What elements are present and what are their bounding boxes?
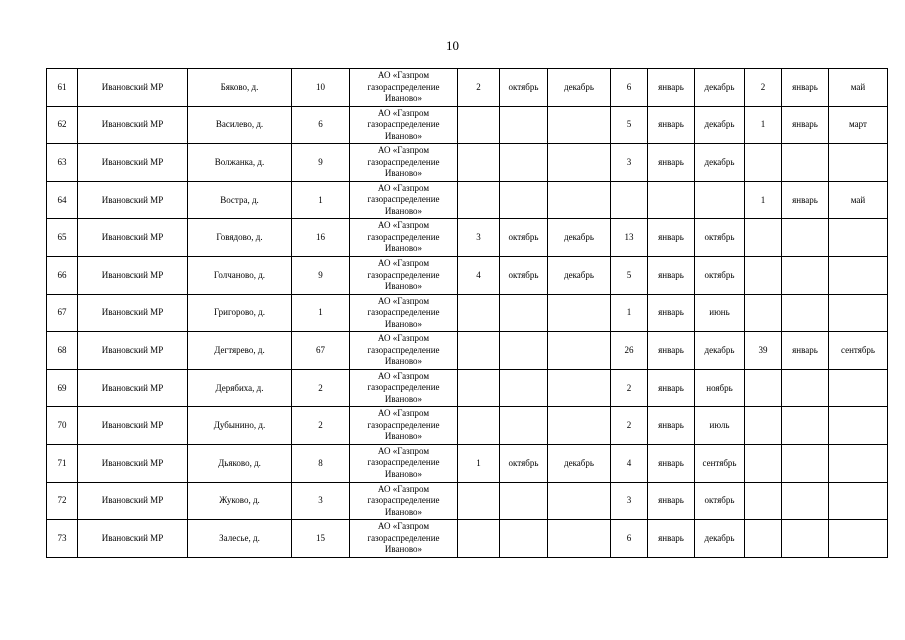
- stage2-end-cell: июль: [695, 407, 745, 445]
- stage2-end-cell: июнь: [695, 294, 745, 332]
- stage3-start-cell: январь: [782, 69, 829, 107]
- stage1-count-cell: [458, 294, 500, 332]
- district-cell: Ивановский МР: [78, 482, 188, 520]
- stage1-count-cell: [458, 482, 500, 520]
- stage3-count-cell: 1: [745, 106, 782, 144]
- stage3-end-cell: [829, 144, 888, 182]
- district-cell: Ивановский МР: [78, 219, 188, 257]
- stage1-count-cell: [458, 106, 500, 144]
- stage1-count-cell: [458, 181, 500, 219]
- stage3-start-cell: [782, 407, 829, 445]
- stage2-count-cell: 2: [611, 369, 648, 407]
- stage3-start-cell: январь: [782, 106, 829, 144]
- stage1-end-cell: декабрь: [548, 219, 611, 257]
- total-count-cell: 15: [292, 520, 350, 558]
- settlement-cell: Григорово, д.: [188, 294, 292, 332]
- table-row: [47, 482, 888, 520]
- stage3-count-cell: [745, 444, 782, 482]
- district-cell: Ивановский МР: [78, 69, 188, 107]
- row-number-cell: 69: [47, 369, 78, 407]
- stage3-start-cell: [782, 144, 829, 182]
- stage2-count-cell: [611, 181, 648, 219]
- organization-cell: АО «Газпром газораспределение Иваново»: [350, 106, 458, 144]
- row-number-cell: 73: [47, 520, 78, 558]
- settlement-cell: Востра, д.: [188, 181, 292, 219]
- stage1-end-cell: [548, 369, 611, 407]
- stage1-count-cell: [458, 369, 500, 407]
- stage2-count-cell: 6: [611, 520, 648, 558]
- stage1-start-cell: [500, 106, 548, 144]
- stage2-end-cell: декабрь: [695, 520, 745, 558]
- district-cell: Ивановский МР: [78, 144, 188, 182]
- table-row: [47, 444, 888, 482]
- stage1-start-cell: [500, 181, 548, 219]
- stage2-start-cell: январь: [648, 219, 695, 257]
- stage1-count-cell: [458, 407, 500, 445]
- district-cell: Ивановский МР: [78, 294, 188, 332]
- stage2-end-cell: [695, 181, 745, 219]
- stage3-start-cell: [782, 219, 829, 257]
- total-count-cell: 9: [292, 256, 350, 294]
- stage3-end-cell: [829, 482, 888, 520]
- stage3-start-cell: [782, 520, 829, 558]
- stage2-start-cell: январь: [648, 444, 695, 482]
- organization-cell: АО «Газпром газораспределение Иваново»: [350, 69, 458, 107]
- stage3-start-cell: [782, 294, 829, 332]
- district-cell: Ивановский МР: [78, 444, 188, 482]
- stage1-start-cell: октябрь: [500, 256, 548, 294]
- row-number-cell: 61: [47, 69, 78, 107]
- total-count-cell: 16: [292, 219, 350, 257]
- district-cell: Ивановский МР: [78, 407, 188, 445]
- stage2-start-cell: январь: [648, 144, 695, 182]
- stage2-end-cell: декабрь: [695, 332, 745, 370]
- settlement-cell: Дерябиха, д.: [188, 369, 292, 407]
- stage2-start-cell: январь: [648, 369, 695, 407]
- total-count-cell: 67: [292, 332, 350, 370]
- organization-cell: АО «Газпром газораспределение Иваново»: [350, 369, 458, 407]
- table-row: [47, 332, 888, 370]
- total-count-cell: 2: [292, 407, 350, 445]
- stage1-start-cell: октябрь: [500, 444, 548, 482]
- row-number-cell: 68: [47, 332, 78, 370]
- stage2-end-cell: ноябрь: [695, 369, 745, 407]
- stage3-start-cell: январь: [782, 332, 829, 370]
- district-cell: Ивановский МР: [78, 256, 188, 294]
- stage1-start-cell: [500, 520, 548, 558]
- stage3-count-cell: [745, 369, 782, 407]
- table-row: [47, 256, 888, 294]
- organization-cell: АО «Газпром газораспределение Иваново»: [350, 482, 458, 520]
- stage2-end-cell: октябрь: [695, 219, 745, 257]
- stage2-count-cell: 3: [611, 144, 648, 182]
- table-row: [47, 69, 888, 107]
- stage1-start-cell: [500, 332, 548, 370]
- gasification-table: [46, 68, 888, 558]
- table-row: [47, 181, 888, 219]
- table-row: [47, 144, 888, 182]
- stage2-start-cell: январь: [648, 482, 695, 520]
- stage3-end-cell: [829, 256, 888, 294]
- stage2-count-cell: 26: [611, 332, 648, 370]
- stage3-end-cell: май: [829, 69, 888, 107]
- settlement-cell: Волжанка, д.: [188, 144, 292, 182]
- organization-cell: АО «Газпром газораспределение Иваново»: [350, 181, 458, 219]
- stage1-end-cell: декабрь: [548, 256, 611, 294]
- stage3-end-cell: [829, 219, 888, 257]
- stage3-start-cell: январь: [782, 181, 829, 219]
- stage2-start-cell: [648, 181, 695, 219]
- stage1-start-cell: [500, 144, 548, 182]
- table-row: [47, 106, 888, 144]
- organization-cell: АО «Газпром газораспределение Иваново»: [350, 520, 458, 558]
- table-row: [47, 520, 888, 558]
- stage1-start-cell: октябрь: [500, 219, 548, 257]
- stage2-end-cell: сентябрь: [695, 444, 745, 482]
- total-count-cell: 10: [292, 69, 350, 107]
- stage3-end-cell: май: [829, 181, 888, 219]
- stage3-end-cell: сентябрь: [829, 332, 888, 370]
- stage3-count-cell: 1: [745, 181, 782, 219]
- organization-cell: АО «Газпром газораспределение Иваново»: [350, 219, 458, 257]
- stage2-start-cell: январь: [648, 69, 695, 107]
- stage1-end-cell: [548, 294, 611, 332]
- row-number-cell: 71: [47, 444, 78, 482]
- settlement-cell: Василево, д.: [188, 106, 292, 144]
- stage3-count-cell: [745, 294, 782, 332]
- stage1-count-cell: 1: [458, 444, 500, 482]
- stage3-count-cell: [745, 144, 782, 182]
- total-count-cell: 1: [292, 181, 350, 219]
- settlement-cell: Бяково, д.: [188, 69, 292, 107]
- stage2-end-cell: декабрь: [695, 69, 745, 107]
- settlement-cell: Дьяково, д.: [188, 444, 292, 482]
- stage1-count-cell: 2: [458, 69, 500, 107]
- stage3-end-cell: март: [829, 106, 888, 144]
- stage3-start-cell: [782, 369, 829, 407]
- stage1-count-cell: 3: [458, 219, 500, 257]
- total-count-cell: 8: [292, 444, 350, 482]
- stage3-count-cell: 2: [745, 69, 782, 107]
- stage1-end-cell: [548, 482, 611, 520]
- stage1-start-cell: [500, 294, 548, 332]
- district-cell: Ивановский МР: [78, 106, 188, 144]
- stage1-end-cell: [548, 106, 611, 144]
- stage1-end-cell: декабрь: [548, 69, 611, 107]
- settlement-cell: Голчаново, д.: [188, 256, 292, 294]
- stage3-count-cell: [745, 219, 782, 257]
- stage2-end-cell: октябрь: [695, 256, 745, 294]
- table-row: [47, 369, 888, 407]
- stage2-count-cell: 3: [611, 482, 648, 520]
- row-number-cell: 70: [47, 407, 78, 445]
- stage1-end-cell: [548, 144, 611, 182]
- stage3-end-cell: [829, 520, 888, 558]
- stage1-count-cell: [458, 144, 500, 182]
- district-cell: Ивановский МР: [78, 369, 188, 407]
- stage1-start-cell: [500, 407, 548, 445]
- stage2-end-cell: октябрь: [695, 482, 745, 520]
- stage2-start-cell: январь: [648, 332, 695, 370]
- stage3-start-cell: [782, 256, 829, 294]
- stage1-count-cell: [458, 520, 500, 558]
- district-cell: Ивановский МР: [78, 332, 188, 370]
- total-count-cell: 2: [292, 369, 350, 407]
- row-number-cell: 63: [47, 144, 78, 182]
- district-cell: Ивановский МР: [78, 181, 188, 219]
- total-count-cell: 3: [292, 482, 350, 520]
- stage1-start-cell: [500, 369, 548, 407]
- stage1-end-cell: [548, 520, 611, 558]
- stage3-count-cell: [745, 520, 782, 558]
- stage2-start-cell: январь: [648, 106, 695, 144]
- table-row: [47, 219, 888, 257]
- settlement-cell: Дубынино, д.: [188, 407, 292, 445]
- stage2-end-cell: декабрь: [695, 106, 745, 144]
- stage1-start-cell: октябрь: [500, 69, 548, 107]
- stage1-end-cell: [548, 181, 611, 219]
- total-count-cell: 9: [292, 144, 350, 182]
- page-number: 10: [446, 38, 459, 53]
- stage3-end-cell: [829, 407, 888, 445]
- stage3-end-cell: [829, 369, 888, 407]
- table-row: [47, 294, 888, 332]
- total-count-cell: 1: [292, 294, 350, 332]
- organization-cell: АО «Газпром газораспределение Иваново»: [350, 407, 458, 445]
- stage3-end-cell: [829, 294, 888, 332]
- stage3-count-cell: [745, 256, 782, 294]
- organization-cell: АО «Газпром газораспределение Иваново»: [350, 444, 458, 482]
- organization-cell: АО «Газпром газораспределение Иваново»: [350, 294, 458, 332]
- stage2-count-cell: 6: [611, 69, 648, 107]
- stage1-count-cell: 4: [458, 256, 500, 294]
- stage3-count-cell: 39: [745, 332, 782, 370]
- district-cell: Ивановский МР: [78, 520, 188, 558]
- stage2-count-cell: 13: [611, 219, 648, 257]
- settlement-cell: Говядово, д.: [188, 219, 292, 257]
- total-count-cell: 6: [292, 106, 350, 144]
- stage2-start-cell: январь: [648, 407, 695, 445]
- organization-cell: АО «Газпром газораспределение Иваново»: [350, 144, 458, 182]
- stage1-end-cell: декабрь: [548, 444, 611, 482]
- row-number-cell: 66: [47, 256, 78, 294]
- table-row: [47, 407, 888, 445]
- stage2-end-cell: декабрь: [695, 144, 745, 182]
- stage2-count-cell: 4: [611, 444, 648, 482]
- stage2-count-cell: 5: [611, 256, 648, 294]
- settlement-cell: Дегтярево, д.: [188, 332, 292, 370]
- organization-cell: АО «Газпром газораспределение Иваново»: [350, 256, 458, 294]
- stage3-count-cell: [745, 482, 782, 520]
- stage2-count-cell: 5: [611, 106, 648, 144]
- stage3-end-cell: [829, 444, 888, 482]
- stage3-start-cell: [782, 482, 829, 520]
- stage2-count-cell: 1: [611, 294, 648, 332]
- stage1-end-cell: [548, 332, 611, 370]
- settlement-cell: Залесье, д.: [188, 520, 292, 558]
- row-number-cell: 64: [47, 181, 78, 219]
- settlement-cell: Жуково, д.: [188, 482, 292, 520]
- stage3-start-cell: [782, 444, 829, 482]
- row-number-cell: 72: [47, 482, 78, 520]
- stage2-start-cell: январь: [648, 294, 695, 332]
- stage2-start-cell: январь: [648, 256, 695, 294]
- stage2-start-cell: январь: [648, 520, 695, 558]
- organization-cell: АО «Газпром газораспределение Иваново»: [350, 332, 458, 370]
- stage1-start-cell: [500, 482, 548, 520]
- stage2-count-cell: 2: [611, 407, 648, 445]
- stage1-end-cell: [548, 407, 611, 445]
- row-number-cell: 65: [47, 219, 78, 257]
- row-number-cell: 67: [47, 294, 78, 332]
- row-number-cell: 62: [47, 106, 78, 144]
- stage1-count-cell: [458, 332, 500, 370]
- stage3-count-cell: [745, 407, 782, 445]
